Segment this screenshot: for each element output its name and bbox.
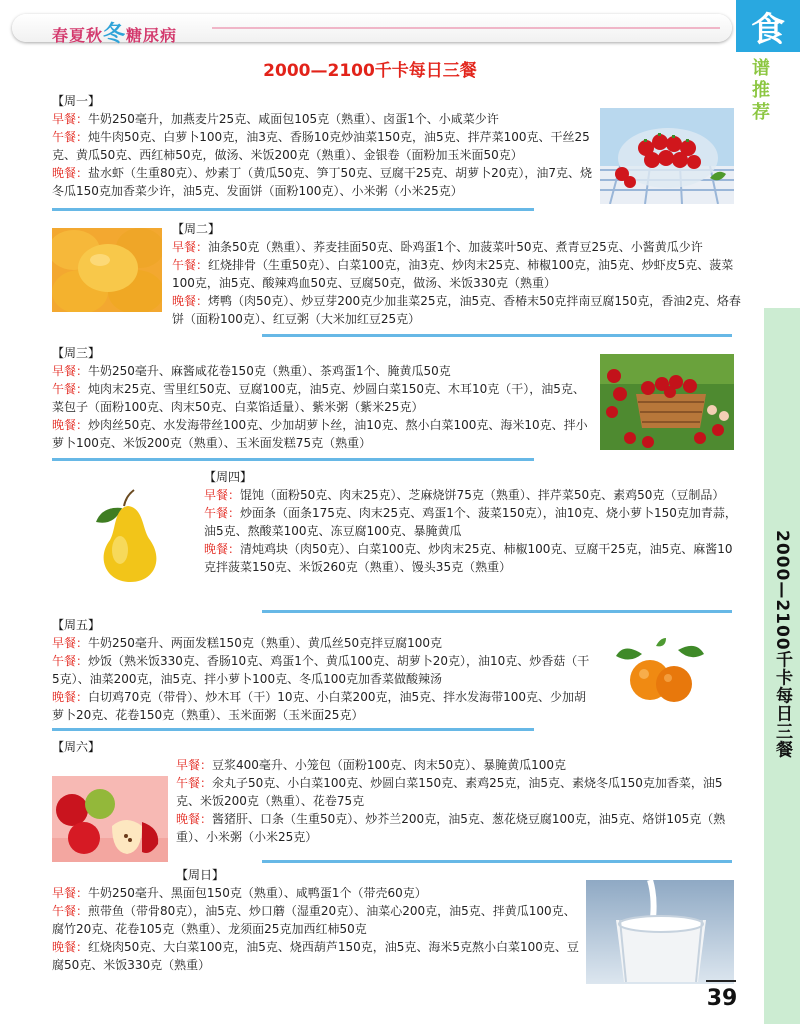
lunch-label: 午餐： [52, 904, 89, 918]
dinner-label: 晚餐： [176, 812, 213, 826]
breakfast-text: 牛奶250毫升、麻酱咸花卷150克（熟重）、茶鸡蛋1个、腌黄瓜50克 [88, 364, 451, 378]
day-name: 【周三】 [52, 346, 101, 360]
day-name-sunday: 【周日】 [176, 868, 225, 882]
divider [52, 458, 534, 461]
header-title-b: 冬 [103, 21, 127, 47]
dinner-line [52, 688, 592, 724]
lunch-line [176, 774, 742, 810]
dinner-label: 晚餐： [52, 418, 89, 432]
breakfast-line [172, 238, 748, 256]
lunch-line [52, 128, 592, 164]
breakfast-line [52, 110, 592, 128]
dinner-line [52, 416, 592, 452]
header-title-a: 春夏秋 [52, 26, 104, 45]
day-saturday [176, 756, 742, 846]
cherries-basket-image [600, 354, 734, 450]
day-name: 【周四】 [204, 470, 253, 484]
day-monday [52, 92, 592, 200]
divider [262, 610, 732, 613]
dinner-text: 酱猪肝、口条（生重50克）、炒芥兰200克，油5克、葱花烧豆腐100克，油5克、烙饼105克（熟重）、小米粥（小米25克） [176, 812, 726, 844]
lunch-line [52, 902, 582, 938]
breakfast-label: 早餐： [52, 112, 89, 126]
breakfast-line [52, 884, 582, 902]
lunch-label: 午餐： [52, 654, 89, 668]
breakfast-label: 早餐： [52, 364, 89, 378]
breakfast-line [52, 634, 592, 652]
divider [52, 728, 534, 731]
breakfast-label: 早餐： [176, 758, 213, 772]
dinner-label: 晚餐： [172, 294, 209, 308]
day-name: 【周五】 [52, 618, 101, 632]
dinner-line [52, 164, 592, 200]
lunch-text: 红烧排骨（生重50克）、白菜100克，油3克、炒肉末25克、柿椒100克，油5克、炒虾皮5克、菠菜100克，油5克、酸辣鸡血50克、豆腐50克，做汤、米饭330克（熟重） [172, 258, 734, 290]
day-friday [52, 616, 592, 724]
breakfast-text: 牛奶250毫升，加燕麦片25克、咸面包105克（熟重）、卤蛋1个、小咸菜少许 [88, 112, 499, 126]
dinner-line [172, 292, 748, 328]
lunch-line [204, 504, 742, 540]
breakfast-label: 早餐： [52, 886, 89, 900]
dinner-label: 晚餐： [52, 940, 89, 954]
dinner-text: 盐水虾（生重80克）、炒素丁（黄瓜50克、笋丁50克、豆腐干25克、胡萝卜20克），油7克、烧冬瓜150克加香菜少许，油5克、发面饼（面粉100克）、小米粥（小米25克） [52, 166, 593, 198]
breakfast-label: 早餐： [172, 240, 209, 254]
apples-image [52, 776, 168, 862]
page-number: 39 [706, 986, 738, 1011]
breakfast-text: 豆浆400毫升、小笼包（面粉100克、肉末50克）、暴腌黄瓜100克 [212, 758, 567, 772]
breakfast-label: 早餐： [204, 488, 241, 502]
divider [52, 208, 534, 211]
header-title [52, 17, 177, 48]
breakfast-text: 油条50克（熟重）、荞麦挂面50克、卧鸡蛋1个、加菠菜叶50克、煮青豆25克、小酱黄瓜少许 [208, 240, 703, 254]
lunch-text: 煎带鱼（带骨80克），油5克、炒口蘑（湿重20克）、油菜心200克，油5克、拌黄瓜100克、腐竹20克、花卷105克（熟重）、龙须面25克加西红柿50克 [52, 904, 576, 936]
dinner-line [204, 540, 742, 576]
header-title-c: 糖尿病 [126, 26, 178, 45]
side-vertical-title: 2000—2100千卡每日三餐 [772, 530, 792, 759]
lunch-label: 午餐： [204, 506, 241, 520]
day-name: 【周二】 [172, 222, 221, 236]
lunch-text: 炖牛肉50克、白萝卜100克，油3克、香肠10克炒油菜150克，油5克、拌芹菜100克、干丝25克、黄瓜50克、西红柿50克，做汤、米饭200克（熟重）、金银卷（面粉加玉米面50克） [52, 130, 590, 162]
dinner-text: 炒肉丝50克、水发海带丝100克、少加胡萝卜丝，油10克、熬小白菜100克、海米10克、拌小萝卜100克、米饭200克（熟重）、玉米面发糕75克（熟重） [52, 418, 588, 450]
dinner-label: 晚餐： [52, 690, 89, 704]
lunch-label: 午餐： [52, 382, 89, 396]
breakfast-text: 牛奶250毫升、黑面包150克（熟重）、咸鸭蛋1个（带壳60克） [88, 886, 427, 900]
dinner-label: 晚餐： [204, 542, 241, 556]
lunch-text: 炒面条（面条175克、肉末25克、鸡蛋1个、菠菜150克），油10克、烧小萝卜150克加青蒜，油5克、熬酸菜100克、冻豆腐100克、暴腌黄瓜 [204, 506, 737, 538]
milk-image [586, 880, 734, 984]
dinner-label: 晚餐： [52, 166, 89, 180]
side-subtitle: 谱推荐 [752, 58, 770, 123]
header-line [212, 27, 720, 29]
lunch-label: 午餐： [172, 258, 209, 272]
lunch-line [52, 380, 592, 416]
breakfast-line [176, 756, 742, 774]
lunch-label: 午餐： [52, 130, 89, 144]
lemons-image [52, 228, 162, 312]
day-name-saturday: 【周六】 [52, 740, 101, 754]
day-wednesday [52, 344, 592, 452]
breakfast-line [52, 362, 592, 380]
lunch-text: 氽丸子50克、小白菜100克、炒圆白菜150克、素鸡25克，油5克、素烧冬瓜150克加香菜，油5克、米饭200克（熟重）、花卷75克 [176, 776, 723, 808]
breakfast-text: 牛奶250毫升、两面发糕150克（熟重）、黄瓜丝50克拌豆腐100克 [88, 636, 443, 650]
lunch-line [52, 652, 592, 688]
lunch-text: 炖肉末25克、雪里红50克、豆腐100克，油5克、炒圆白菜150克、木耳10克（干），油5克、菜包子（面粉100克、肉末50克、白菜馅适量）、紫米粥（紫米25克） [52, 382, 585, 414]
breakfast-line [204, 486, 742, 504]
oranges-image [612, 636, 708, 710]
dinner-text: 红烧肉50克、大白菜100克，油5克、烧西葫芦150克，油5克、海米5克熬小白菜100克、豆腐50克、米饭330克（熟重） [52, 940, 579, 972]
dinner-text: 白切鸡70克（带骨）、炒木耳（干）10克、小白菜200克，油5克、拌水发海带100克、少加胡萝卜20克、花卷150克（熟重）、玉米面粥（玉米面25克） [52, 690, 587, 722]
pear-image [84, 486, 170, 586]
divider [262, 334, 732, 337]
side-tab [736, 0, 800, 52]
dinner-text: 烤鸭（肉50克）、炒豆芽200克少加韭菜25克，油5克、香椿末50克拌南豆腐150克，香油2克、烙春饼（面粉100克）、红豆粥（大米加红豆25克） [172, 294, 741, 326]
day-tuesday [172, 220, 748, 328]
divider [262, 860, 732, 863]
lunch-line [172, 256, 748, 292]
breakfast-text: 馄饨（面粉50克、肉末25克）、芝麻烧饼75克（熟重）、拌芹菜50克、素鸡50克（豆制品） [240, 488, 725, 502]
dinner-line [52, 938, 582, 974]
day-sunday [52, 884, 582, 974]
breakfast-label: 早餐： [52, 636, 89, 650]
day-name: 【周一】 [52, 94, 101, 108]
lunch-text: 炒饭（熟米饭330克、香肠10克、鸡蛋1个、黄瓜100克、胡萝卜20克），油10克、炒香菇（干5克）、油菜200克，油5克、拌小萝卜100克、冬瓜100克加香菜做酸辣汤 [52, 654, 590, 686]
side-tab-char: 食 [751, 10, 785, 50]
page-number-rule [706, 980, 736, 982]
day-thursday [204, 468, 742, 576]
dinner-line [176, 810, 742, 846]
strawberries-image [600, 108, 734, 204]
page-title: 2000—2100千卡每日三餐 [263, 61, 477, 81]
lunch-label: 午餐： [176, 776, 213, 790]
dinner-text: 清炖鸡块（肉50克）、白菜100克、炒肉末25克、柿椒100克、豆腐干25克，油5克、麻酱10克拌菠菜150克、米饭260克（熟重）、馒头35克（熟重） [204, 542, 733, 574]
